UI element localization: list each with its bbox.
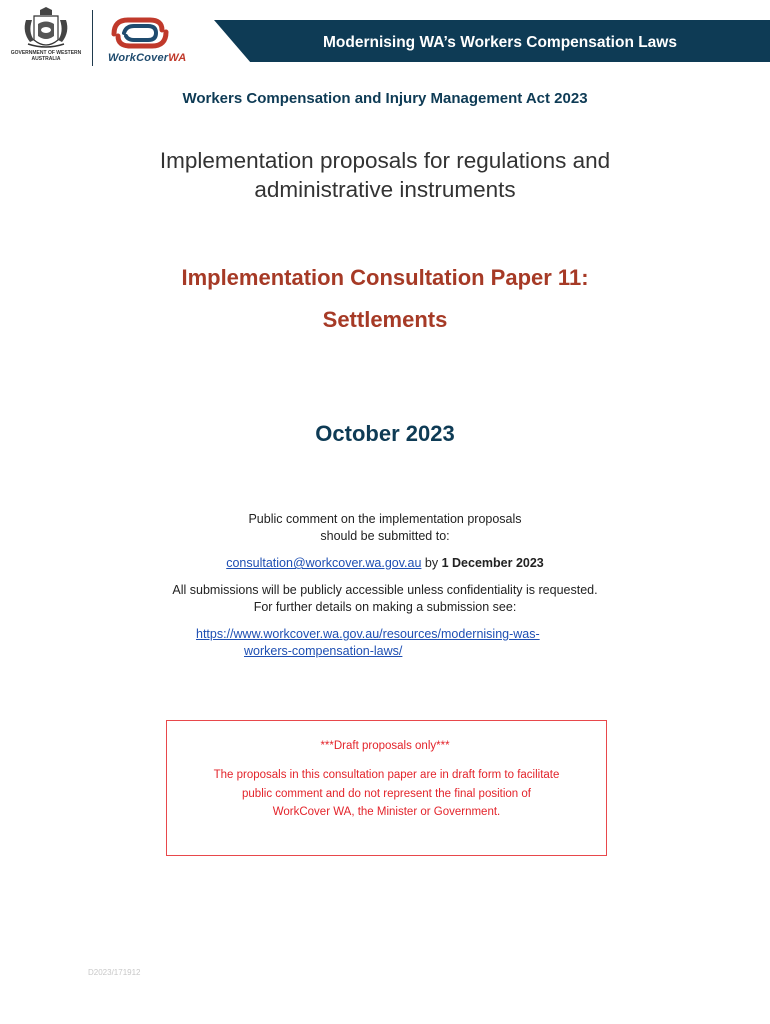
comment-line-2: should be submitted to:: [320, 529, 450, 543]
public-comment-text: [0, 511, 770, 545]
details-url-line-1: https://www.workcover.wa.gov.au/resources/modernising-was-: [196, 627, 540, 641]
wordmark-accent: WA: [168, 52, 187, 64]
draft-notice-line-3: WorkCover WA, the Minister or Government.: [272, 806, 501, 818]
logo-divider: [92, 10, 93, 66]
publication-date: October 2023: [315, 421, 455, 446]
paper-title: [0, 257, 770, 341]
workcover-wa-logo-icon: [104, 12, 176, 54]
draft-notice-line-1: The proposals in this consultation paper are in draft form to facilitate: [213, 769, 560, 781]
draft-notice-line-2: public comment and do not represent the final position of: [242, 787, 531, 800]
email-line: [0, 555, 770, 572]
workcover-wa-wordmark: [108, 52, 186, 64]
details-url: [196, 626, 596, 660]
draft-notice-heading: ***Draft proposals only***: [320, 740, 450, 752]
document-reference: D2023/171912: [88, 968, 141, 977]
submissions-text: [0, 582, 770, 616]
submission-deadline: 1 December 2023: [441, 556, 544, 570]
details-url-link[interactable]: [196, 627, 596, 660]
consultation-email-link[interactable]: consultation@workcover.wa.gov.au: [226, 556, 422, 570]
wordmark-main: WorkCover: [108, 52, 169, 64]
paper-title-line-1: Implementation Consultation Paper 11:: [181, 265, 589, 290]
banner-title: Modernising WA’s Workers Compensation Laws: [323, 34, 677, 51]
crest-caption: GOVERNMENT OF WESTERN AUSTRALIA: [10, 50, 82, 62]
submissions-line-1: All submissions will be publicly accessible unless confidentiality is requested.: [172, 583, 598, 597]
paper-title-line-2: Settlements: [322, 307, 448, 332]
by-text: by: [421, 556, 442, 570]
implementation-title-line-2: administrative instruments: [254, 177, 516, 202]
details-url-line-2: workers-compensation-laws/: [244, 644, 403, 658]
comment-line-1: Public comment on the implementation proposals: [248, 512, 522, 526]
draft-notice-body: [166, 766, 607, 822]
act-title: Workers Compensation and Injury Management Act 2023: [182, 90, 588, 107]
implementation-title-line-1: Implementation proposals for regulations and: [159, 148, 611, 173]
submissions-line-2: For further details on making a submission see:: [253, 600, 517, 614]
implementation-title: [0, 146, 770, 204]
